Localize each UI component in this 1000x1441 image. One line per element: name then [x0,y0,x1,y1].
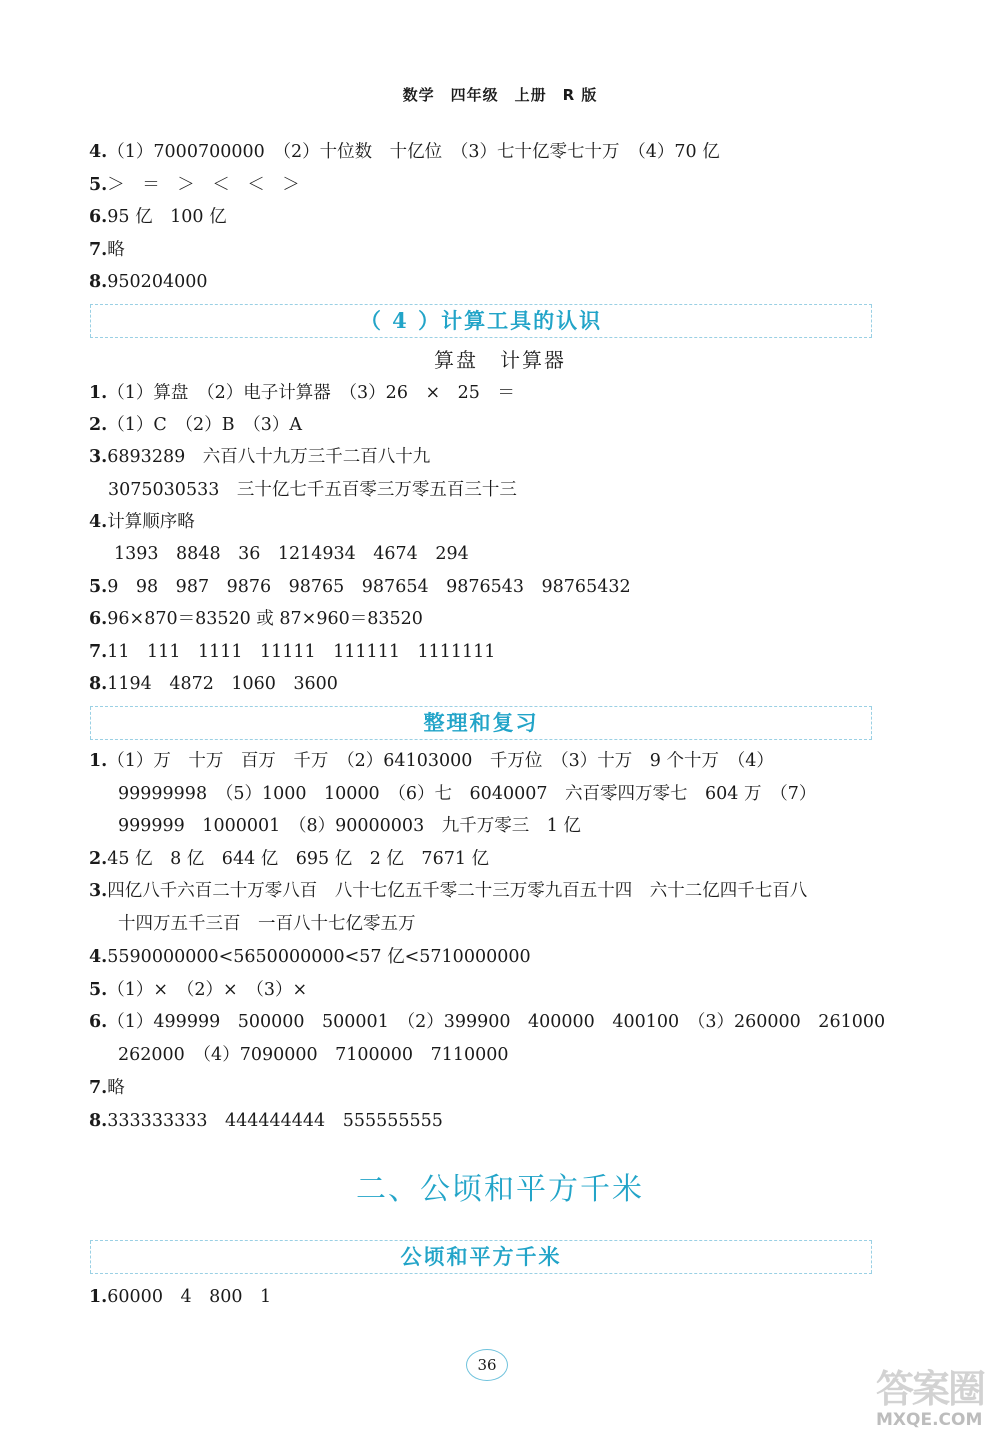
item-number: 2. [89,849,108,869]
item-text: （1）7000700000 （2）十位数 十亿位 （3）七十亿零七十万 （4）70 亿 [107,142,720,162]
item-text: 950204000 [107,272,208,292]
item-text: 9 98 987 9876 98765 987654 9876543 98765432 [107,577,631,597]
item-text: （1）× （2）× （3）× [107,980,308,1000]
answer-item [89,1108,443,1134]
item-number: 1. [89,1287,108,1307]
answer-item-continuation: 999999 1000001 （8）90000003 九千万零三 1 亿 [118,816,581,836]
item-text: ＞ ＝ ＞ ＜ ＜ ＞ [107,175,300,195]
answer-item [89,412,302,438]
answer-item [89,380,515,406]
answer-item-continuation: 1393 8848 36 1214934 4674 294 [114,544,469,564]
item-number: 6. [89,609,108,629]
answer-item [89,269,208,295]
section-title: 整理和复习 [423,710,539,735]
answer-item [89,944,531,970]
answer-item [89,671,338,697]
answer-item [89,139,720,165]
section-header-box [90,706,872,740]
item-text: 1194 4872 1060 3600 [107,674,338,694]
item-text: 计算顺序略 [107,512,195,532]
item-text: （1）C （2）B （3）A [107,415,303,435]
item-number: 3. [89,881,108,901]
item-text: （1）499999 500000 500001 （2）399900 400000 400100 （3）260000 261000 [107,1012,886,1032]
item-number: 2. [89,415,108,435]
answer-item-continuation: 十四万五千三百 一百八十七亿零五万 [118,914,416,934]
item-number: 7. [89,240,108,260]
item-text: 略 [107,240,125,260]
item-text: 95 亿 100 亿 [107,207,227,227]
item-text: 5590000000<5650000000<57 亿<5710000000 [107,947,531,967]
section-title: （ 4 ）计算工具的认识 [359,308,603,333]
answer-item [89,748,774,774]
item-text: 四亿八千六百二十万零八百 八十七亿五千零二十三万零九百五十四 六十二亿四千七百八 [107,881,808,901]
item-text: 96×870＝83520 或 87×960＝83520 [107,609,423,629]
item-text: 略 [107,1078,125,1098]
answer-item [89,509,195,535]
answer-item-continuation: 3075030533 三十亿七千五百零三万零五百三十三 [108,480,517,500]
answer-item [89,1284,271,1310]
section-header-box [90,304,872,338]
item-number: 4. [89,142,108,162]
item-number: 1. [89,751,108,771]
item-text: 6893289 六百八十九万三千二百八十九 [107,447,431,467]
item-number: 6. [89,1012,108,1032]
item-text: 333333333 444444444 555555555 [107,1111,443,1131]
item-number: 6. [89,207,108,227]
answer-item [89,1009,885,1035]
section-header-box [90,1240,872,1274]
item-number: 3. [89,447,108,467]
item-number: 5. [89,175,108,195]
chapter-title: 二、公顷和平方千米 [356,1172,644,1207]
answer-item [89,606,423,632]
item-number: 7. [89,642,108,662]
item-text: 11 111 1111 11111 111111 1111111 [107,642,496,662]
section-subtitle: 算盘 计算器 [434,348,566,372]
answer-item-continuation: 99999998 （5）1000 10000 （6）七 6040007 六百零四万零七 604 万 （7） [118,784,817,804]
item-text: 60000 4 800 1 [107,1287,272,1307]
item-number: 5. [89,577,108,597]
answer-item [89,444,430,470]
answer-item [89,639,495,665]
answer-item [89,204,227,230]
item-number: 4. [89,512,108,532]
item-text: （1）算盘 （2）电子计算器 （3）26 × 25 ＝ [107,383,515,403]
item-number: 8. [89,1111,108,1131]
page-number: 36 [466,1349,508,1381]
watermark-text: 答案圈 [876,1367,985,1411]
watermark-url: MXQE.COM [876,1410,983,1430]
answer-item [89,846,489,872]
item-number: 5. [89,980,108,1000]
item-number: 7. [89,1078,108,1098]
item-number: 4. [89,947,108,967]
answer-item [89,878,807,904]
item-text: 45 亿 8 亿 644 亿 695 亿 2 亿 7671 亿 [107,849,490,869]
answer-item [89,237,125,263]
item-number: 8. [89,674,108,694]
section-title: 公顷和平方千米 [400,1244,562,1269]
answer-item [89,172,300,198]
answer-item [89,977,307,1003]
answer-item [89,574,631,600]
item-text: （1）万 十万 百万 千万 （2）64103000 千万位 （3）十万 9 个十万 （4） [107,751,774,771]
answer-item-continuation: 262000 （4）7090000 7100000 7110000 [118,1045,509,1065]
watermark-logo [876,1368,994,1438]
page-header: 数学 四年级 上册 R 版 [402,86,598,104]
answer-item [89,1075,125,1101]
item-number: 1. [89,383,108,403]
item-number: 8. [89,272,108,292]
